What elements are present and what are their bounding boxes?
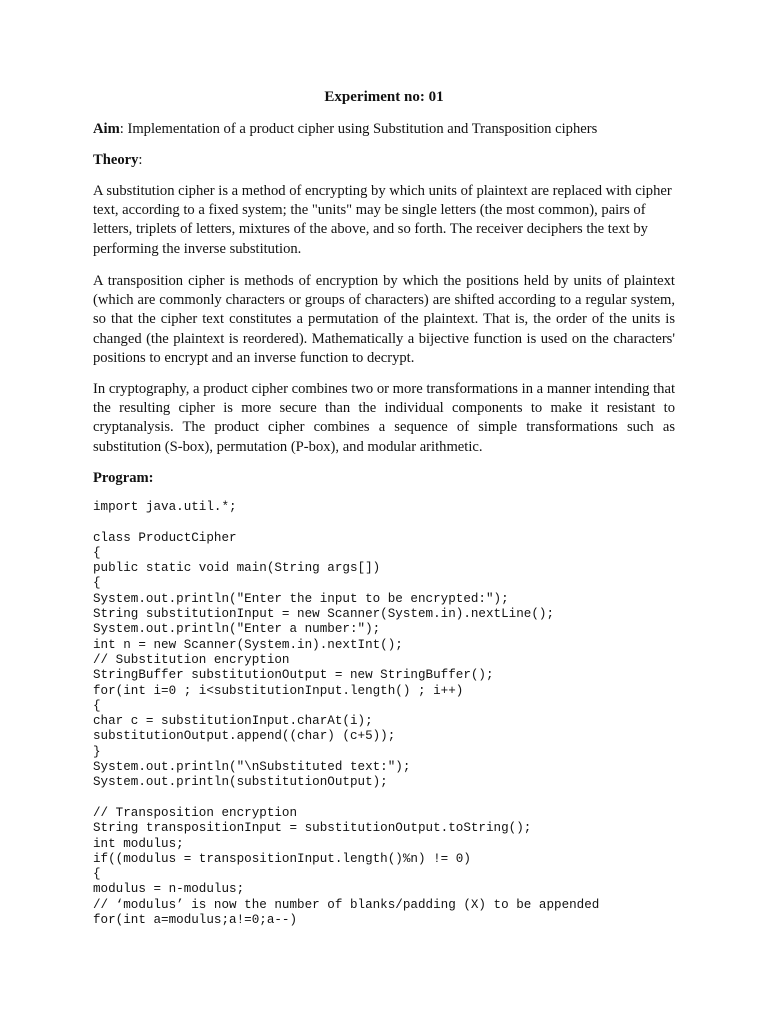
code-line: modulus = n-modulus; bbox=[93, 882, 245, 897]
program-heading: Program: bbox=[93, 470, 154, 486]
paragraph-substitution: A substitution cipher is a method of encrypting by which units of plaintext are replaced with cipher text, according to a fixed system; the "units" may be single letters (the most common), pairs of letters, triplets of letters, mixtures of the above, and so forth. The receiver deciphers the text by performing the inverse substitution. bbox=[93, 183, 672, 257]
aim-label: Aim bbox=[93, 121, 120, 137]
theory-label: Theory bbox=[93, 152, 139, 168]
code-line: System.out.println("Enter a number:"); bbox=[93, 622, 381, 637]
code-line: System.out.println("\nSubstituted text:"); bbox=[93, 760, 411, 775]
code-line: // ‘modulus’ is now the number of blanks/padding (X) to be appended bbox=[93, 897, 600, 912]
theory-heading bbox=[93, 151, 675, 170]
code-line: { bbox=[93, 698, 101, 713]
code-line: public static void main(String args[]) bbox=[93, 561, 381, 576]
aim-text: : Implementation of a product cipher using Substitution and Transposition ciphers bbox=[119, 121, 598, 137]
code-line bbox=[93, 791, 599, 806]
theory-suffix: : bbox=[138, 152, 143, 168]
code-line: { bbox=[93, 576, 101, 591]
code-line: } bbox=[93, 744, 101, 759]
aim-line bbox=[93, 120, 675, 139]
code-line: System.out.println(substitutionOutput); bbox=[93, 775, 388, 790]
code-line: { bbox=[93, 867, 101, 882]
code-line: // Substitution encryption bbox=[93, 652, 290, 667]
paragraph-product-cipher: In cryptography, a product cipher combines two or more transformations in a manner intending that the resulting cipher is more secure than the individual components to make it resistant to cryptanalysis. The product cipher combines a sequence of simple transformations such as substitution (S-box), permutation (P-box), and modular arithmetic. bbox=[93, 381, 675, 455]
code-line: if((modulus = transpositionInput.length()%n) != 0) bbox=[93, 851, 471, 866]
code-line: import java.util.*; bbox=[93, 500, 237, 514]
code-line: for(int a=modulus;a!=0;a--) bbox=[93, 913, 298, 928]
code-line: { bbox=[93, 545, 101, 560]
code-line: StringBuffer substitutionOutput = new StringBuffer(); bbox=[93, 668, 494, 683]
document-title: Experiment no: 01 bbox=[324, 89, 444, 105]
code-line: int modulus; bbox=[93, 836, 184, 851]
code-line: for(int i=0 ; i<substitutionInput.length() ; i++) bbox=[93, 683, 464, 698]
code-line bbox=[93, 515, 599, 530]
code-line: substitutionOutput.append((char) (c+5)); bbox=[93, 729, 396, 744]
paragraph-transposition: A transposition cipher is methods of encryption by which the positions held by units of plaintext (which are commonly characters or groups of characters) are shifted according to a regular system, so that the cipher text constitutes a permutation of the plaintext. That is, the order of the units is changed (the plaintext is reordered). Mathematically a bijective function is used on the characters' positions to encrypt and an inverse function to decrypt. bbox=[93, 273, 675, 366]
code-line: String transpositionInput = substitutionOutput.toString(); bbox=[93, 821, 532, 836]
code-line: String substitutionInput = new Scanner(System.in).nextLine(); bbox=[93, 607, 555, 622]
code-block bbox=[93, 500, 599, 928]
code-line: // Transposition encryption bbox=[93, 805, 298, 820]
code-line: System.out.println("Enter the input to be encrypted:"); bbox=[93, 591, 509, 606]
code-line: class ProductCipher bbox=[93, 530, 237, 545]
code-line: char c = substitutionInput.charAt(i); bbox=[93, 714, 373, 729]
code-line: int n = new Scanner(System.in).nextInt(); bbox=[93, 637, 403, 652]
